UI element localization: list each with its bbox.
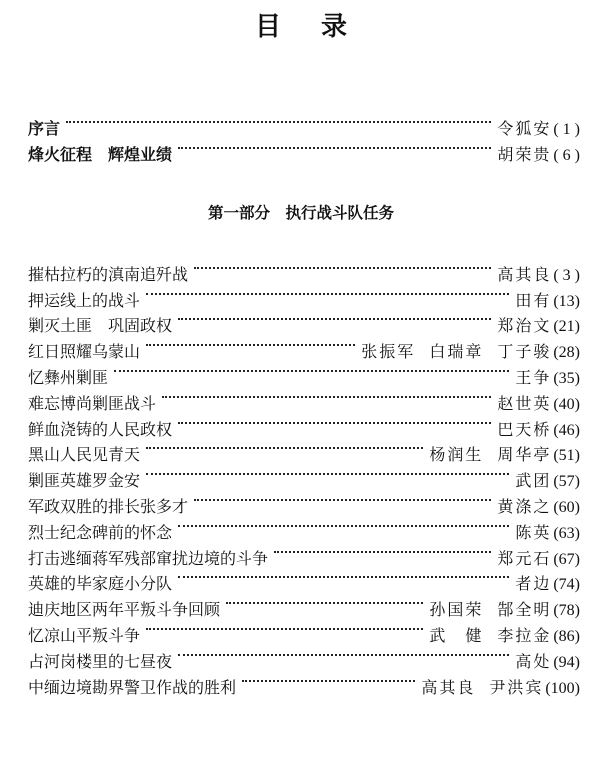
dot-leader: [176, 512, 511, 538]
dot-leader: [224, 589, 425, 615]
toc-entry-title: 迪庆地区两年平叛斗争回顾: [28, 600, 221, 620]
toc-entry-page: (13): [553, 292, 580, 310]
toc-entry-page: ( 3 ): [553, 266, 580, 284]
toc-entry-title: 忆彝州剿匪: [28, 367, 109, 387]
dot-leader: [176, 134, 493, 160]
toc-entry-title: 剿灭土匪 巩固政权: [28, 316, 173, 336]
section-heading: 第一部分 执行战斗队任务: [207, 204, 394, 222]
toc-entry-page: (94): [553, 653, 580, 671]
toc-entry-title: 红日照耀乌蒙山: [28, 342, 141, 362]
author-name: 李拉金: [497, 625, 552, 645]
page-title-char-2: 录: [321, 12, 348, 42]
author-name: 令狐安: [497, 118, 552, 138]
toc-entry-title: 摧枯拉朽的滇南追歼战: [28, 264, 189, 284]
author-name: 陈英: [515, 522, 552, 542]
toc-entry-title: 鲜血浇铸的人民政权: [28, 419, 173, 439]
dot-leader: [240, 667, 417, 693]
author-name: 杨润生: [429, 445, 484, 465]
author-name: 胡荣贵: [497, 144, 552, 164]
toc-entry-title: 打击逃缅蒋军残部窜扰边境的斗争: [28, 548, 269, 568]
toc-entry-page: (100): [545, 679, 580, 697]
toc-entry-page: ( 1 ): [553, 120, 580, 138]
toc-entry-authors: [515, 649, 551, 675]
toc-entry-title: 烽火征程 辉煌业绩: [28, 144, 173, 164]
toc-entry-page: (86): [553, 627, 580, 645]
toc-entry-title: 中缅边境勘界警卫作战的胜利: [28, 677, 237, 697]
dot-leader: [176, 306, 493, 332]
toc-entry-title: 黑山人民见青天: [28, 445, 141, 465]
dot-leader: [64, 108, 493, 134]
author-name: 高处: [515, 651, 552, 671]
author-name: 王争: [515, 367, 552, 387]
preface-list: [28, 108, 580, 164]
author-name: 郑元石: [497, 548, 552, 568]
page-title: [0, 6, 602, 43]
toc-entry-page: ( 6 ): [553, 146, 580, 164]
toc-entry-authors: [497, 116, 551, 142]
toc-entry-title: 押运线上的战斗: [28, 290, 141, 310]
dot-leader: [272, 538, 493, 564]
author-name: 巴天桥: [497, 419, 552, 439]
toc-entry-page: (51): [553, 447, 580, 465]
author-name: 武团: [515, 471, 552, 491]
toc-entry-page: (63): [553, 524, 580, 542]
toc-entry-title: 烈士纪念碑前的怀念: [28, 522, 173, 542]
dot-leader: [176, 641, 511, 667]
author-name: 尹洪宾: [489, 677, 544, 697]
author-name: 田有: [515, 290, 552, 310]
toc-entry-page: (35): [553, 369, 580, 387]
dot-leader: [160, 383, 493, 409]
toc-entry-authors: [497, 142, 551, 168]
author-name: 丁子骏: [497, 342, 552, 362]
toc-entry-title: 忆凉山平叛斗争: [28, 625, 141, 645]
page-title-char-1: 目: [254, 12, 281, 42]
toc-entry-authors: [515, 468, 551, 494]
author-name: 周华亭: [497, 445, 552, 465]
dot-leader: [144, 435, 425, 461]
toc-entry[interactable]: [28, 254, 580, 284]
dot-leader: [176, 409, 493, 435]
toc-entry-page: (21): [553, 318, 580, 336]
toc-entry-authors: [515, 571, 551, 597]
toc-entry-authors: [497, 313, 551, 339]
toc-entry-authors: [515, 520, 551, 546]
toc-entry-authors: [515, 288, 551, 314]
author-name: 白瑞章: [429, 342, 484, 362]
dot-leader: [176, 564, 511, 590]
toc-entry-authors: [421, 675, 543, 701]
toc-entries-list: [28, 254, 580, 697]
dot-leader: [144, 280, 511, 306]
toc-entry-title: 剿匪英雄罗金安: [28, 471, 141, 491]
author-name: 者边: [515, 574, 552, 594]
author-name: 高其良: [421, 677, 476, 697]
toc-entry-page: (40): [553, 395, 580, 413]
toc-entry-title: 占河岗楼里的七昼夜: [28, 651, 173, 671]
toc-entry[interactable]: [28, 108, 580, 138]
author-name: 赵世英: [497, 393, 552, 413]
author-name: 武 健: [429, 625, 484, 645]
toc-entry-authors: [497, 417, 551, 443]
toc-entry-page: (57): [553, 473, 580, 491]
dot-leader: [144, 331, 357, 357]
toc-entry-authors: [515, 365, 551, 391]
toc-entry-page: (46): [553, 421, 580, 439]
toc-entry-page: (28): [553, 344, 580, 362]
toc-entry-authors: [497, 391, 551, 417]
dot-leader: [144, 460, 511, 486]
toc-entry-page: (60): [553, 498, 580, 516]
dot-leader: [144, 615, 425, 641]
toc-entry-title: 难忘博尚剿匪战斗: [28, 393, 157, 413]
toc-entry-title: 军政双胜的排长张多才: [28, 496, 189, 516]
toc-entry-page: (67): [553, 550, 580, 568]
dot-leader: [192, 254, 493, 280]
dot-leader: [112, 357, 511, 383]
toc-entry-page: (78): [553, 602, 580, 620]
toc-entry[interactable]: [28, 383, 580, 413]
toc-entry-title: 英雄的毕家庭小分队: [28, 574, 173, 594]
toc-entry-page: (74): [553, 576, 580, 594]
author-name: 高其良: [497, 264, 552, 284]
dot-leader: [192, 486, 493, 512]
author-name: 张振军: [361, 342, 416, 362]
author-name: 黄涤之: [497, 496, 552, 516]
toc-entry-authors: [429, 597, 551, 623]
toc-entry-title: 序言: [28, 118, 61, 138]
author-name: 郜全明: [497, 600, 552, 620]
author-name: 孙国荣: [429, 600, 484, 620]
author-name: 郑治文: [497, 316, 552, 336]
